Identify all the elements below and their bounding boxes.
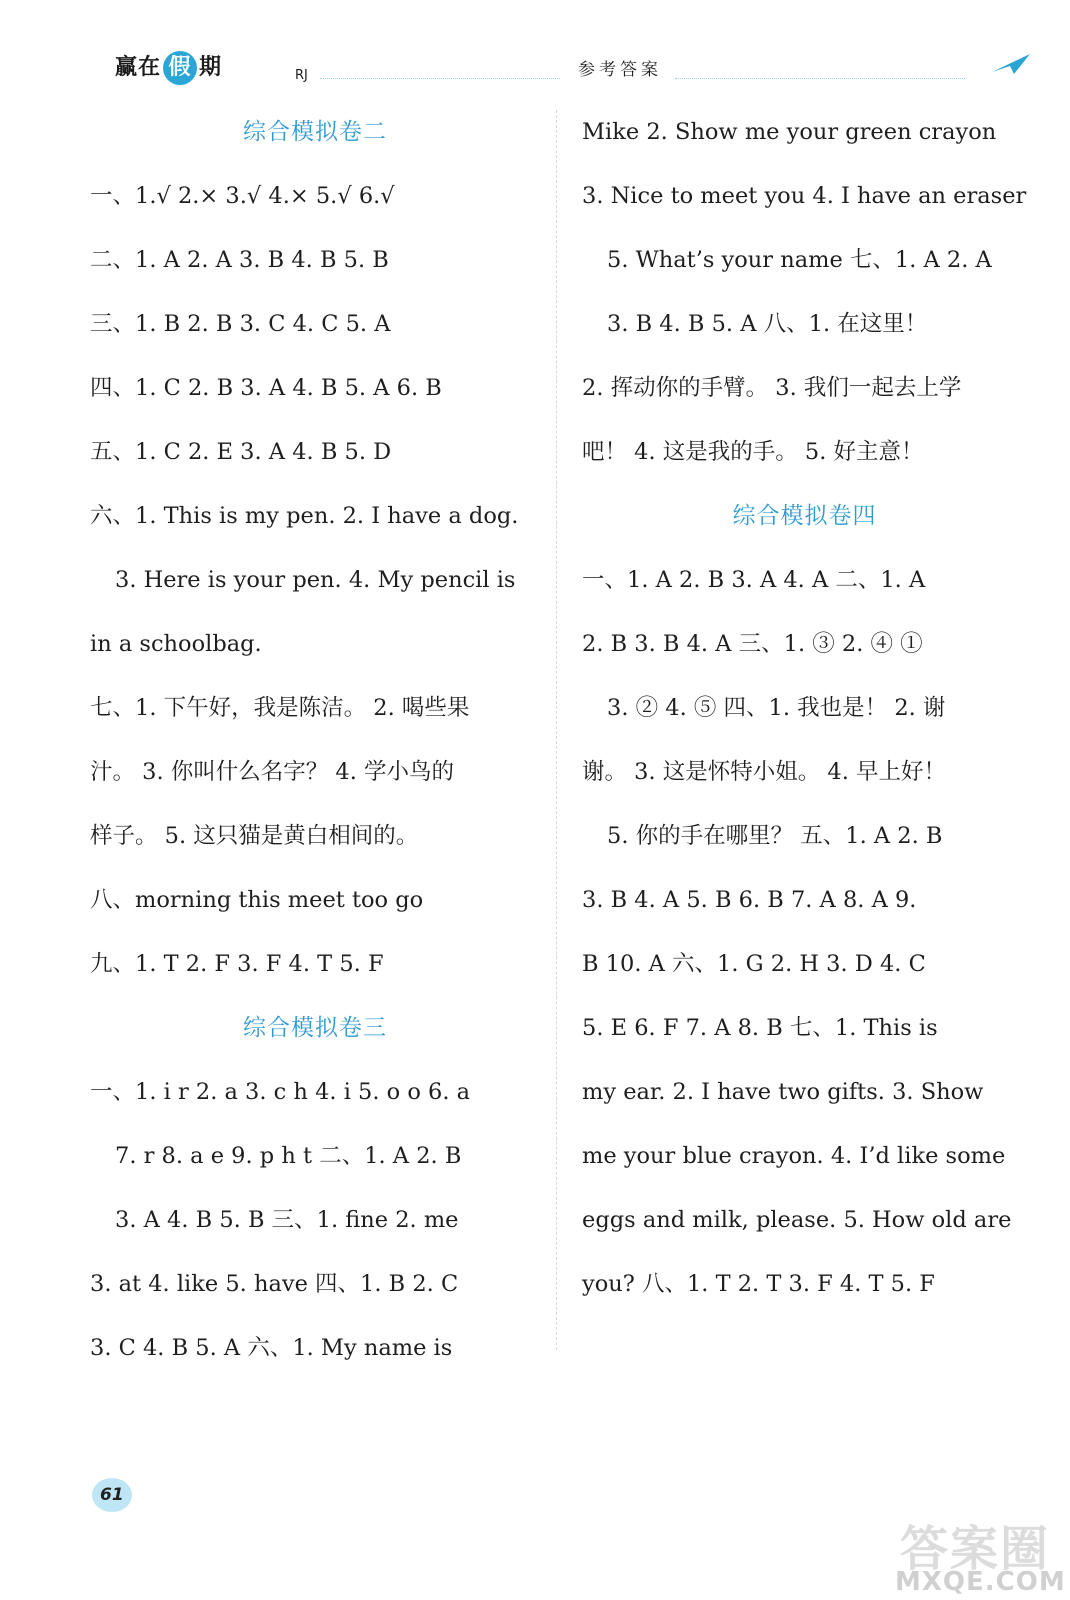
brand-part-3: 期 bbox=[199, 55, 223, 80]
watermark-logo: 答案圈 bbox=[900, 1521, 1051, 1577]
answer-line: 九、1. T 2. F 3. F 4. T 5. F bbox=[90, 951, 384, 977]
answer-line: 3. Here is your pen. 4. My pencil is bbox=[115, 567, 516, 593]
section-title: 综合模拟卷二 bbox=[243, 119, 387, 145]
answer-line: 3. B 4. B 5. A 八、1. 在这里！ bbox=[607, 311, 928, 337]
brand-logo bbox=[115, 50, 222, 85]
arrow-icon bbox=[990, 52, 1032, 76]
page-header bbox=[0, 0, 1070, 100]
page-title: 参考答案 bbox=[578, 60, 662, 80]
answer-line: me your blue crayon. 4. I’d like some bbox=[582, 1143, 1006, 1169]
answer-line: 五、1. C 2. E 3. A 4. B 5. D bbox=[90, 439, 392, 465]
section-title: 综合模拟卷三 bbox=[243, 1015, 387, 1041]
edition-label: RJ bbox=[295, 68, 308, 83]
answer-line: 3. C 4. B 5. A 六、1. My name is bbox=[90, 1335, 453, 1361]
answer-line: B 10. A 六、1. G 2. H 3. D 4. C bbox=[582, 951, 926, 977]
answer-line: 3. at 4. like 5. have 四、1. B 2. C bbox=[90, 1271, 459, 1297]
brand-part-1: 赢在 bbox=[115, 55, 162, 80]
answer-line: in a schoolbag. bbox=[90, 631, 262, 657]
answer-line: 一、1. i r 2. a 3. c h 4. i 5. o o 6. a bbox=[90, 1079, 471, 1105]
answer-line: 一、1.√ 2.× 3.√ 4.× 5.√ 6.√ bbox=[90, 183, 395, 209]
answer-line: 3. A 4. B 5. B 三、1. fine 2. me bbox=[115, 1207, 459, 1233]
answer-line: 样子。 5. 这只猫是黄白相间的。 bbox=[90, 823, 419, 849]
answer-line: 七、1. 下午好，我是陈洁。 2. 喝些果 bbox=[90, 695, 470, 721]
watermark-url: MXQE.COM bbox=[895, 1567, 1066, 1597]
left-answer-column bbox=[90, 100, 540, 1380]
answer-line: 5. What’s your name 七、1. A 2. A bbox=[607, 247, 992, 273]
answer-line: 3. Nice to meet you 4. I have an eraser bbox=[582, 183, 1027, 209]
answer-line: 六、1. This is my pen. 2. I have a dog. bbox=[90, 503, 519, 529]
answer-line: eggs and milk, please. 5. How old are bbox=[582, 1207, 1012, 1233]
answer-line: 四、1. C 2. B 3. A 4. B 5. A 6. B bbox=[90, 375, 442, 401]
section-title: 综合模拟卷四 bbox=[732, 503, 877, 529]
answer-line: you? 八、1. T 2. T 3. F 4. T 5. F bbox=[582, 1271, 935, 1297]
answer-line: 八、morning this meet too go bbox=[90, 887, 424, 913]
answer-line: 2. B 3. B 4. A 三、1. ③ 2. ④ ① bbox=[582, 631, 923, 657]
answer-line: my ear. 2. I have two gifts. 3. Show bbox=[582, 1079, 984, 1105]
answer-line: 二、1. A 2. A 3. B 4. B 5. B bbox=[90, 247, 389, 273]
answer-line: 汁。 3. 你叫什么名字？ 4. 学小鸟的 bbox=[90, 759, 455, 785]
answer-line: 一、1. A 2. B 3. A 4. A 二、1. A bbox=[582, 567, 926, 593]
header-rule-right bbox=[675, 78, 965, 79]
right-answer-column bbox=[582, 100, 1027, 1316]
column-divider bbox=[556, 110, 557, 1350]
answer-line: 7. r 8. a e 9. p h t 二、1. A 2. B bbox=[115, 1143, 462, 1169]
answer-line: 三、1. B 2. B 3. C 4. C 5. A bbox=[90, 311, 391, 337]
page-number: 61 bbox=[100, 1485, 124, 1505]
answer-line: 3. B 4. A 5. B 6. B 7. A 8. A 9. bbox=[582, 887, 917, 913]
answer-line: 5. 你的手在哪里？ 五、1. A 2. B bbox=[607, 823, 943, 849]
answer-line: Mike 2. Show me your green crayon bbox=[582, 119, 997, 145]
brand-part-2: 假 bbox=[163, 51, 197, 85]
answer-line: 3. ② 4. ⑤ 四、1. 我也是！ 2. 谢 bbox=[607, 695, 946, 721]
answer-line: 谢。 3. 这是怀特小姐。 4. 早上好！ bbox=[582, 759, 947, 785]
header-rule-left bbox=[320, 78, 560, 79]
answer-line: 吧！ 4. 这是我的手。 5. 好主意！ bbox=[582, 439, 924, 465]
answer-line: 2. 挥动你的手臂。 3. 我们一起去上学 bbox=[582, 375, 962, 401]
answer-line: 5. E 6. F 7. A 8. B 七、1. This is bbox=[582, 1015, 938, 1041]
